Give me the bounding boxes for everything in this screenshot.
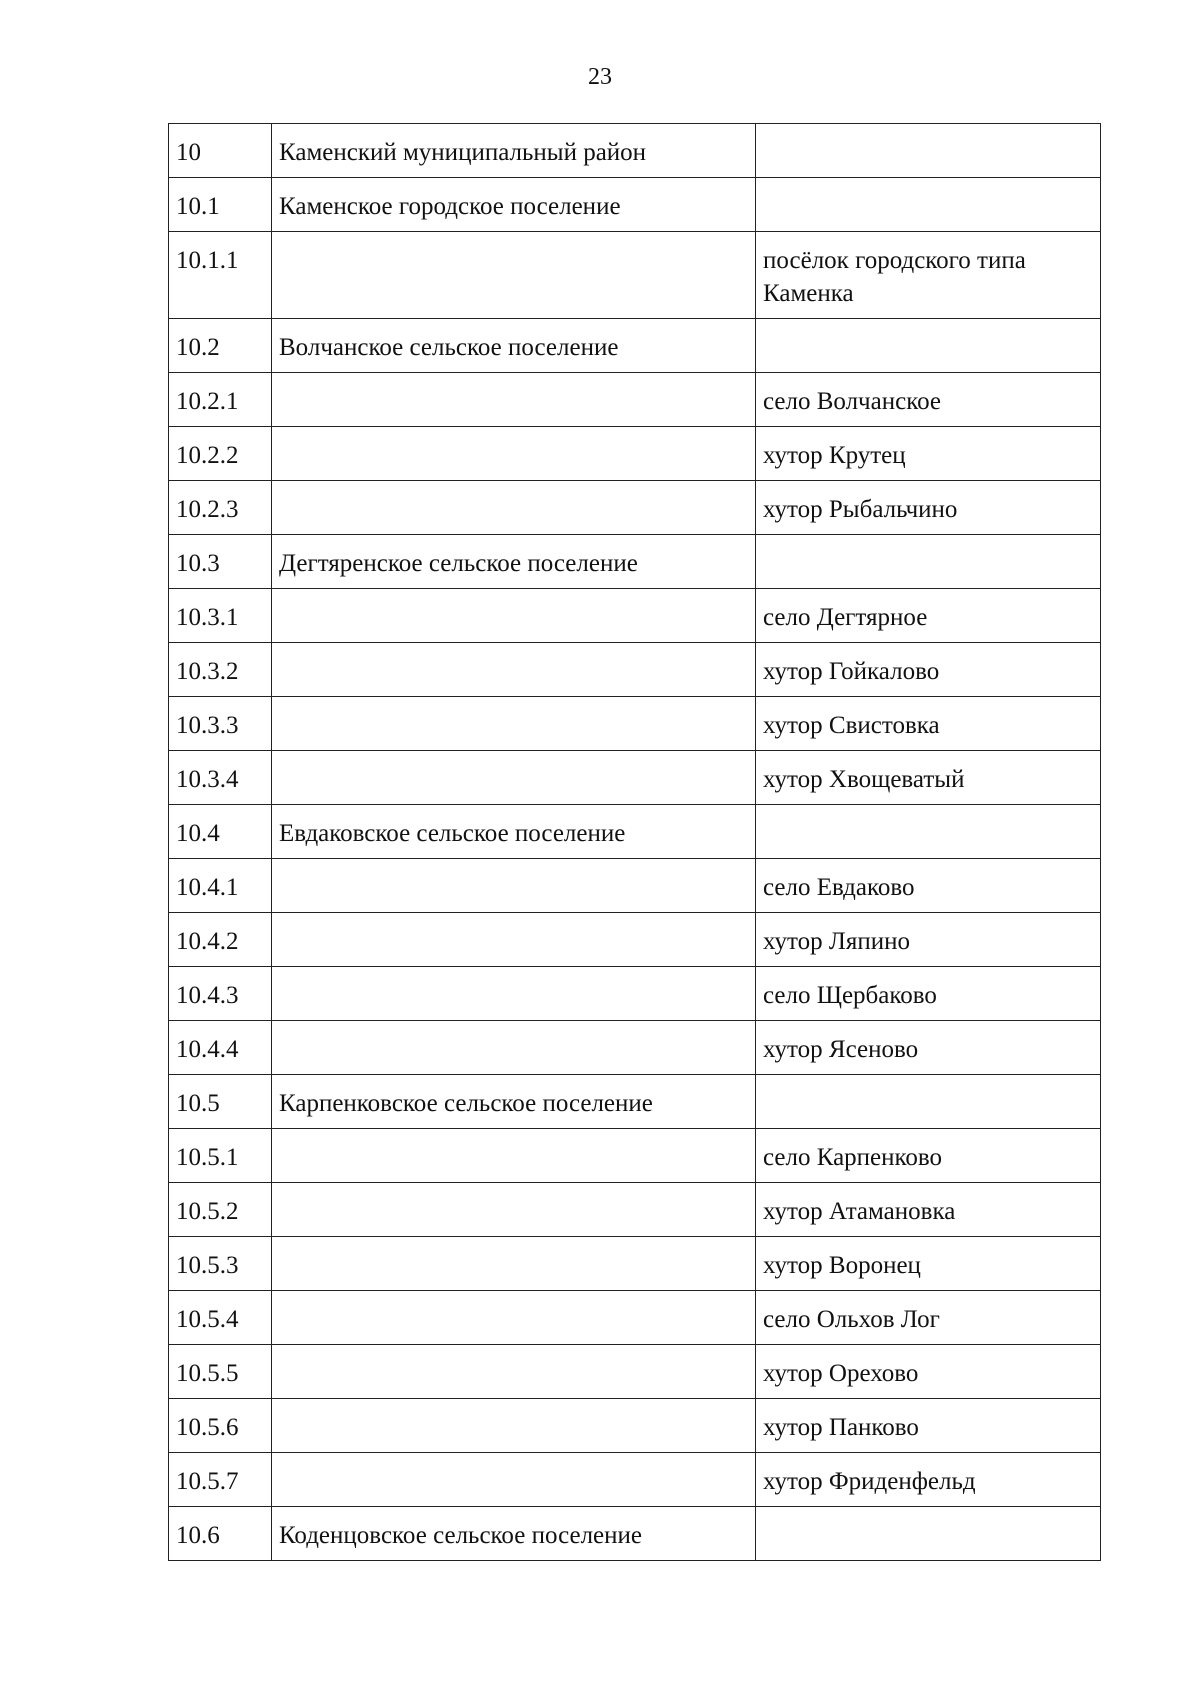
row-number: 10.6 xyxy=(169,1507,272,1561)
row-number: 10.2.2 xyxy=(169,427,272,481)
settlement-name: хутор Хвощеватый xyxy=(756,751,1101,805)
municipality-name: Каменское городское поселение xyxy=(272,178,756,232)
row-number: 10.5.5 xyxy=(169,1345,272,1399)
table-row xyxy=(169,859,1101,913)
row-number: 10.5.3 xyxy=(169,1237,272,1291)
table-row xyxy=(169,1291,1101,1345)
table-row xyxy=(169,178,1101,232)
table-row xyxy=(169,373,1101,427)
settlement-name: хутор Ясеново xyxy=(756,1021,1101,1075)
municipality-name xyxy=(272,859,756,913)
municipality-name xyxy=(272,427,756,481)
municipality-name xyxy=(272,1021,756,1075)
municipality-name: Дегтяренское сельское поселение xyxy=(272,535,756,589)
page-number: 23 xyxy=(588,64,612,90)
table-row xyxy=(169,589,1101,643)
municipality-name xyxy=(272,751,756,805)
municipality-name xyxy=(272,1291,756,1345)
settlement-name: хутор Фриденфельд xyxy=(756,1453,1101,1507)
row-number: 10.1.1 xyxy=(169,232,272,319)
row-number: 10.3.4 xyxy=(169,751,272,805)
municipality-name xyxy=(272,589,756,643)
row-number: 10.2.1 xyxy=(169,373,272,427)
municipality-name xyxy=(272,1237,756,1291)
row-number: 10.5.4 xyxy=(169,1291,272,1345)
row-number: 10.4.3 xyxy=(169,967,272,1021)
table-row xyxy=(169,1345,1101,1399)
table-row xyxy=(169,1075,1101,1129)
settlement-name: хутор Воронец xyxy=(756,1237,1101,1291)
table-row xyxy=(169,1453,1101,1507)
settlement-name: село Евдаково xyxy=(756,859,1101,913)
table-row xyxy=(169,1021,1101,1075)
municipality-name xyxy=(272,1453,756,1507)
settlement-name xyxy=(756,178,1101,232)
row-number: 10.5 xyxy=(169,1075,272,1129)
settlement-name: хутор Гойкалово xyxy=(756,643,1101,697)
settlement-name: село Карпенково xyxy=(756,1129,1101,1183)
municipality-name: Коденцовское сельское поселение xyxy=(272,1507,756,1561)
municipality-name xyxy=(272,1129,756,1183)
row-number: 10.3 xyxy=(169,535,272,589)
row-number: 10.5.2 xyxy=(169,1183,272,1237)
row-number: 10.4.1 xyxy=(169,859,272,913)
settlement-name: хутор Атамановка xyxy=(756,1183,1101,1237)
municipality-name xyxy=(272,967,756,1021)
settlement-name: хутор Крутец xyxy=(756,427,1101,481)
settlement-name xyxy=(756,1507,1101,1561)
municipality-name xyxy=(272,1399,756,1453)
table-row xyxy=(169,124,1101,178)
municipality-name: Каменский муниципальный район xyxy=(272,124,756,178)
table-row xyxy=(169,1507,1101,1561)
municipality-name xyxy=(272,232,756,319)
row-number: 10.4.2 xyxy=(169,913,272,967)
table-row xyxy=(169,1183,1101,1237)
row-number: 10.4 xyxy=(169,805,272,859)
settlement-name: хутор Ляпино xyxy=(756,913,1101,967)
row-number: 10.3.3 xyxy=(169,697,272,751)
municipality-name: Волчанское сельское поселение xyxy=(272,319,756,373)
settlement-name: хутор Свистовка xyxy=(756,697,1101,751)
settlement-name: хутор Рыбальчино xyxy=(756,481,1101,535)
settlement-name xyxy=(756,124,1101,178)
row-number: 10.2 xyxy=(169,319,272,373)
row-number: 10.1 xyxy=(169,178,272,232)
settlement-name: село Щербаково xyxy=(756,967,1101,1021)
table-row xyxy=(169,967,1101,1021)
municipality-name xyxy=(272,1183,756,1237)
settlement-name: посёлок городского типа Каменка xyxy=(756,232,1101,319)
municipality-name: Карпенковское сельское поселение xyxy=(272,1075,756,1129)
row-number: 10 xyxy=(169,124,272,178)
table-row xyxy=(169,1399,1101,1453)
table-row xyxy=(169,319,1101,373)
table-row xyxy=(169,1237,1101,1291)
table-row xyxy=(169,805,1101,859)
settlement-name xyxy=(756,1075,1101,1129)
settlement-name: село Ольхов Лог xyxy=(756,1291,1101,1345)
row-number: 10.5.1 xyxy=(169,1129,272,1183)
settlement-name: хутор Орехово xyxy=(756,1345,1101,1399)
row-number: 10.5.7 xyxy=(169,1453,272,1507)
table-row xyxy=(169,913,1101,967)
table-row xyxy=(169,535,1101,589)
row-number: 10.4.4 xyxy=(169,1021,272,1075)
table-row xyxy=(169,697,1101,751)
table-row xyxy=(169,427,1101,481)
table-row xyxy=(169,1129,1101,1183)
municipality-name xyxy=(272,697,756,751)
row-number: 10.3.1 xyxy=(169,589,272,643)
municipality-name xyxy=(272,373,756,427)
municipality-name xyxy=(272,1345,756,1399)
table-row xyxy=(169,643,1101,697)
settlement-name xyxy=(756,535,1101,589)
settlement-name xyxy=(756,319,1101,373)
municipality-name xyxy=(272,481,756,535)
settlement-name: село Волчанское xyxy=(756,373,1101,427)
row-number: 10.3.2 xyxy=(169,643,272,697)
settlements-table xyxy=(168,123,1101,1561)
table-row xyxy=(169,232,1101,319)
table-row xyxy=(169,481,1101,535)
municipality-name xyxy=(272,643,756,697)
municipality-name: Евдаковское сельское поселение xyxy=(272,805,756,859)
settlement-name: село Дегтярное xyxy=(756,589,1101,643)
row-number: 10.5.6 xyxy=(169,1399,272,1453)
table-row xyxy=(169,751,1101,805)
row-number: 10.2.3 xyxy=(169,481,272,535)
settlement-name: хутор Панково xyxy=(756,1399,1101,1453)
settlement-name xyxy=(756,805,1101,859)
municipality-name xyxy=(272,913,756,967)
